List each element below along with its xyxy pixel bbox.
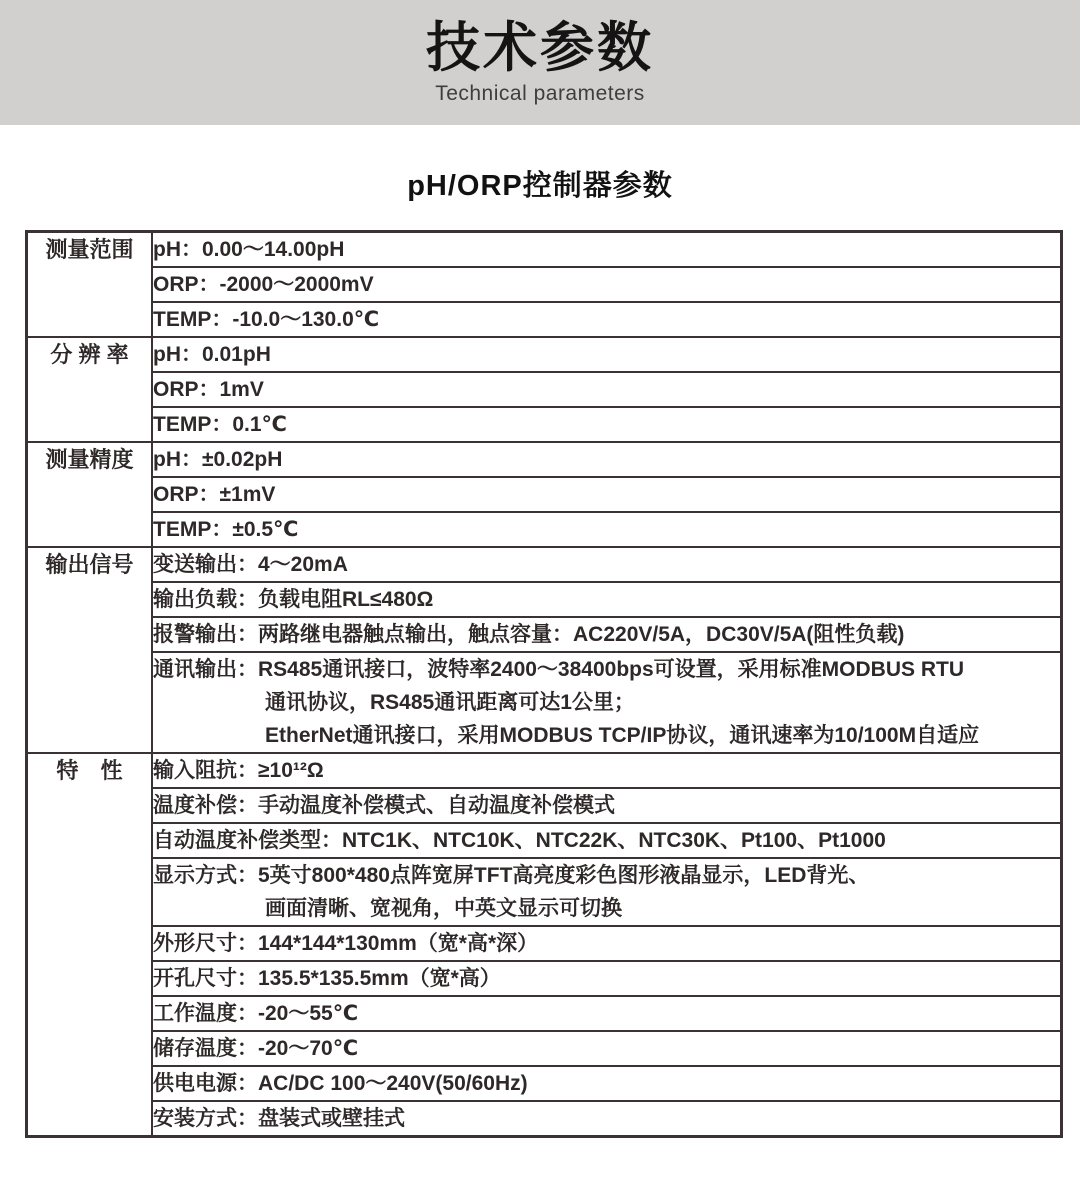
spec-value-cell	[152, 547, 1062, 582]
spec-row	[27, 823, 1062, 858]
spec-value-cell	[152, 652, 1062, 753]
spec-row	[27, 858, 1062, 926]
spec-value-line: ORP：-2000～2000mV	[153, 273, 374, 296]
spec-value-cell	[152, 372, 1062, 407]
spec-row	[27, 1031, 1062, 1066]
spec-value-line: 安装方式：盘装式或壁挂式	[153, 1107, 405, 1130]
spec-value-line: EtherNet通讯接口，采用MODBUS TCP/IP协议，通讯速率为10/100M自适应	[265, 724, 980, 747]
spec-value-cell	[152, 232, 1062, 268]
spec-value-line: 外形尺寸：144*144*130mm（宽*高*深）	[153, 932, 539, 955]
spec-value-line: 报警输出：两路继电器触点输出，触点容量：AC220V/5A，DC30V/5A(阻性负载)	[153, 623, 905, 646]
spec-value-line: 供电电源：AC/DC 100～240V(50/60Hz)	[153, 1072, 528, 1095]
spec-table-body	[27, 232, 1062, 1137]
spec-row	[27, 582, 1062, 617]
spec-value-cell	[152, 617, 1062, 652]
spec-value-line: ORP：1mV	[153, 378, 264, 401]
spec-value-line: 显示方式：5英寸800*480点阵宽屏TFT高亮度彩色图形液晶显示，LED背光、	[153, 864, 870, 887]
spec-value-cell	[152, 442, 1062, 477]
spec-value-cell	[152, 1101, 1062, 1137]
spec-value-cell	[152, 858, 1062, 926]
spec-value-line: TEMP：±0.5℃	[153, 518, 299, 541]
spec-row	[27, 996, 1062, 1031]
page-subtitle: Technical parameters	[435, 81, 645, 105]
spec-row	[27, 302, 1062, 337]
spec-row	[27, 788, 1062, 823]
spec-value-line: pH：0.01pH	[153, 343, 271, 366]
spec-row	[27, 512, 1062, 547]
spec-group-label: 输出信号	[27, 547, 153, 753]
spec-value-cell	[152, 337, 1062, 372]
spec-row	[27, 477, 1062, 512]
spec-row	[27, 372, 1062, 407]
spec-value-line: pH：0.00～14.00pH	[153, 238, 345, 261]
spec-value-line: 工作温度：-20～55℃	[153, 1002, 359, 1025]
spec-group-label: 测量精度	[27, 442, 153, 547]
spec-row	[27, 1066, 1062, 1101]
spec-value-cell	[152, 926, 1062, 961]
spec-value-line: 储存温度：-20～70℃	[153, 1037, 359, 1060]
spec-row	[27, 232, 1062, 268]
spec-value-cell	[152, 267, 1062, 302]
spec-row	[27, 407, 1062, 442]
spec-group-label: 测量范围	[27, 232, 153, 338]
spec-value-line: 变送输出：4～20mA	[153, 553, 348, 576]
spec-value-line: 通讯协议，RS485通讯距离可达1公里；	[265, 691, 635, 714]
page-title: 技术参数	[426, 18, 654, 79]
spec-row	[27, 442, 1062, 477]
spec-value-line: 通讯输出：RS485通讯接口，波特率2400～38400bps可设置，采用标准MODBUS RTU	[153, 658, 964, 681]
header-banner	[0, 0, 1080, 125]
spec-table	[25, 230, 1063, 1138]
spec-row	[27, 617, 1062, 652]
spec-row	[27, 753, 1062, 788]
spec-row	[27, 267, 1062, 302]
spec-value-cell	[152, 477, 1062, 512]
spec-value-line: pH：±0.02pH	[153, 448, 283, 471]
spec-value-line: 输入阻抗：≥10¹²Ω	[153, 759, 324, 782]
spec-row	[27, 652, 1062, 753]
spec-value-cell	[152, 961, 1062, 996]
spec-value-cell	[152, 512, 1062, 547]
spec-value-cell	[152, 788, 1062, 823]
spec-row	[27, 926, 1062, 961]
section-title: pH/ORP控制器参数	[407, 170, 673, 202]
spec-value-cell	[152, 996, 1062, 1031]
spec-value-line: 自动温度补偿类型：NTC1K、NTC10K、NTC22K、NTC30K、Pt100、Pt1000	[153, 829, 886, 852]
spec-value-line: ORP：±1mV	[153, 483, 276, 506]
spec-value-cell	[152, 407, 1062, 442]
spec-value-line: TEMP：0.1℃	[153, 413, 287, 436]
spec-value-cell	[152, 753, 1062, 788]
spec-value-cell	[152, 582, 1062, 617]
spec-group-label: 特 性	[27, 753, 153, 1137]
spec-row	[27, 337, 1062, 372]
spec-value-cell	[152, 302, 1062, 337]
spec-row	[27, 547, 1062, 582]
spec-value-cell	[152, 823, 1062, 858]
spec-value-line: 开孔尺寸：135.5*135.5mm（宽*高）	[153, 967, 501, 990]
spec-group-label: 分 辨 率	[27, 337, 153, 442]
spec-value-line: TEMP：-10.0～130.0℃	[153, 308, 380, 331]
spec-value-line: 温度补偿：手动温度补偿模式、自动温度补偿模式	[153, 794, 615, 817]
spec-value-cell	[152, 1031, 1062, 1066]
spec-value-line: 画面清晰、宽视角，中英文显示可切换	[265, 897, 622, 920]
spec-value-cell	[152, 1066, 1062, 1101]
spec-row	[27, 1101, 1062, 1137]
spec-row	[27, 961, 1062, 996]
spec-value-line: 输出负载：负载电阻RL≤480Ω	[153, 588, 434, 611]
